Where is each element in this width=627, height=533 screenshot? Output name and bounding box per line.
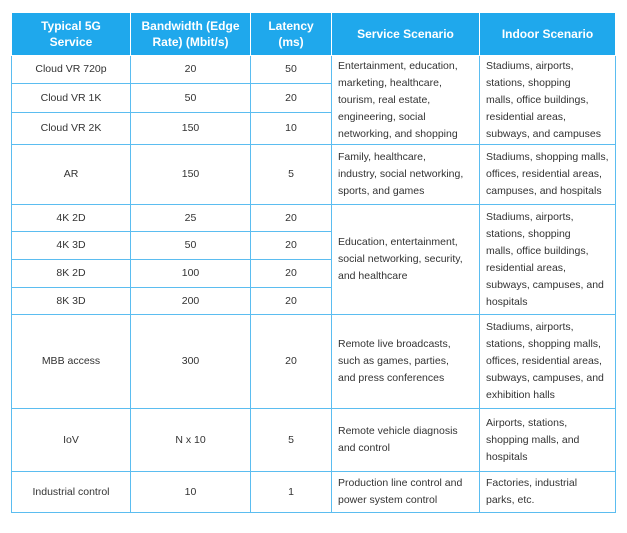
cell-latency: 50 [251,56,332,84]
text-line: Stadiums, airports, [486,321,574,333]
text-line: offices, residential areas, [486,168,602,180]
cell-service: Industrial control [12,472,131,513]
text-line: and control [338,442,390,454]
text-line: malls, office buildings, [486,93,589,106]
cell-service: Cloud VR 720p [12,56,131,84]
text-line: sports, and games [338,185,425,197]
text-line: Remote live broadcasts, [338,338,451,350]
text-line: parks, etc. [486,494,535,506]
cell-bandwidth: N x 10 [131,409,251,472]
text-line: Stadiums, airports, [486,59,574,72]
text-line: and press conferences [338,372,445,384]
text-line: Stadiums, shopping malls, [486,151,609,163]
text-line: Stadiums, airports, [486,210,574,223]
text-line: subways, campuses, and [486,372,604,384]
text-line: engineering, social [338,110,426,123]
text-line: offices, residential areas, [486,355,602,367]
text-line: Remote vehicle diagnosis [338,425,458,437]
header-row [12,13,616,56]
cell-bandwidth: 200 [131,288,251,315]
cell-service-scenario [332,56,480,145]
header-latency-line: Latency [268,19,314,33]
cell-service: 8K 2D [12,260,131,288]
header-service [12,13,131,56]
cell-indoor-scenario [480,409,616,472]
table-row [12,56,616,84]
text-line: campuses, and hospitals [486,185,602,197]
cell-service-scenario [332,409,480,472]
header-service-scenario: Service Scenario [332,13,480,56]
cell-service-scenario [332,315,480,409]
cell-bandwidth: 25 [131,205,251,232]
cell-bandwidth: 50 [131,232,251,260]
text-line: and healthcare [338,270,408,282]
text-line: tourism, real estate, [338,93,431,106]
table-row [12,472,616,513]
cell-indoor-scenario [480,472,616,513]
text-line: networking, and shopping [338,127,458,140]
cell-bandwidth: 300 [131,315,251,409]
text-line: stations, shopping malls, [486,338,601,350]
cell-indoor-scenario [480,315,616,409]
text-line: Family, healthcare, [338,151,426,163]
cell-latency: 1 [251,472,332,513]
text-line: Factories, industrial [486,477,578,489]
cell-latency: 20 [251,288,332,315]
header-bandwidth [131,13,251,56]
table-row [12,145,616,205]
cell-indoor-scenario [480,56,616,145]
text-line: malls, office buildings, [486,244,589,257]
cell-latency: 20 [251,205,332,232]
cell-latency: 5 [251,409,332,472]
text-line: exhibition halls [486,389,555,401]
cell-latency: 20 [251,232,332,260]
text-line: hospitals [486,450,528,463]
5g-services-table [11,12,616,513]
cell-service: 4K 2D [12,205,131,232]
header-indoor-scenario: Indoor Scenario [480,13,616,56]
text-line: residential areas, [486,110,566,123]
text-line: stations, shopping [486,227,571,240]
text-line: stations, shopping [486,76,571,89]
cell-service: Cloud VR 1K [12,84,131,113]
table-row [12,205,616,232]
cell-service: 8K 3D [12,288,131,315]
header-service-line: Typical 5G [41,19,101,33]
cell-latency: 20 [251,84,332,113]
table-row [12,315,616,409]
text-line: subways, campuses, and [486,278,604,291]
text-line: marketing, healthcare, [338,76,442,89]
cell-bandwidth: 100 [131,260,251,288]
cell-service: 4K 3D [12,232,131,260]
cell-bandwidth: 150 [131,145,251,205]
cell-service: AR [12,145,131,205]
cell-service: IoV [12,409,131,472]
cell-service: MBB access [12,315,131,409]
cell-indoor-scenario [480,145,616,205]
cell-bandwidth: 150 [131,113,251,145]
cell-service-scenario [332,205,480,315]
table-container [11,12,615,513]
text-line: such as games, parties, [338,355,449,367]
header-bandwidth-line: Bandwidth (Edge [141,19,240,33]
cell-bandwidth: 20 [131,56,251,84]
text-line: power system control [338,494,438,506]
table-row [12,409,616,472]
cell-service-scenario [332,472,480,513]
cell-latency: 10 [251,113,332,145]
text-line: subways, and campuses [486,127,601,140]
text-line: shopping malls, and [486,433,580,446]
text-line: Airports, stations, [486,416,568,429]
header-bandwidth-line: Rate) (Mbit/s) [152,35,229,49]
cell-bandwidth: 50 [131,84,251,113]
text-line: social networking, security, [338,253,463,265]
text-line: industry, social networking, [338,168,464,180]
cell-latency: 20 [251,260,332,288]
text-line: hospitals [486,295,528,308]
text-line: Entertainment, education, [338,59,458,72]
cell-latency: 20 [251,315,332,409]
header-service-line: Service [49,35,93,49]
cell-bandwidth: 10 [131,472,251,513]
cell-service-scenario [332,145,480,205]
text-line: Education, entertainment, [338,236,458,248]
cell-service: Cloud VR 2K [12,113,131,145]
header-latency-line: (ms) [278,35,304,49]
cell-indoor-scenario [480,205,616,315]
text-line: Production line control and [338,477,463,489]
text-line: residential areas, [486,261,566,274]
cell-latency: 5 [251,145,332,205]
header-latency [251,13,332,56]
